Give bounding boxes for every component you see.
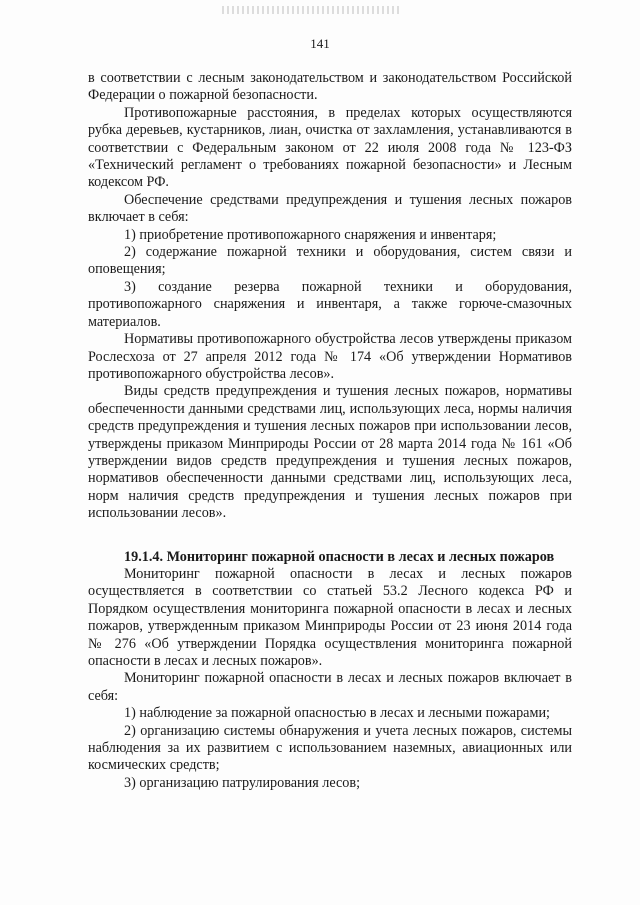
body-paragraph: Нормативы противопожарного обустройства лесов утверждены приказом Рослесхоза от 27 апреля 2012 года № 174 «Об утверждении Нормативов противопожарного обустройства лесов».	[88, 331, 572, 382]
page-content	[88, 70, 572, 792]
body-paragraph: 2) содержание пожарной техники и оборудования, систем связи и оповещения;	[88, 244, 572, 278]
section-heading: 19.1.4. Мониторинг пожарной опасности в лесах и лесных пожаров	[124, 548, 555, 565]
body-paragraph: Мониторинг пожарной опасности в лесах и лесных пожаров осуществляется в соответствии со статьей 53.2 Лесного кодекса РФ и Порядком осуществления мониторинга пожарной опасности в лесах и лесных пожаров, утвержденным приказом Минприроды России от 23 июня 2014 года № 276 «Об утверждении Порядка осуществления мониторинга пожарной опасности в лесах и лесных пожаров».	[88, 565, 572, 669]
body-paragraph: 3) создание резерва пожарной техники и оборудования, противопожарного снаряжения и инвентаря, а также горюче-смазочных материалов.	[88, 278, 572, 330]
body-paragraph: Мониторинг пожарной опасности в лесах и лесных пожаров включает в себя:	[88, 670, 572, 704]
body-paragraph: Виды средств предупреждения и тушения лесных пожаров, нормативы обеспеченности данными средствами лиц, использующих леса, нормы наличия средств предупреждения и тушения лесных пожаров при использовании лесов, утверждены приказом Минприроды России от 28 марта 2014 года № 161 «Об утверждении видов средств предупреждения и тушения лесных пожаров, нормативов обеспеченности данными средствами лиц, использующих леса, норм наличия средств предупреждения и тушения лесных пожаров при использовании лесов».	[88, 383, 572, 522]
body-paragraph: Обеспечение средствами предупреждения и тушения лесных пожаров включает в себя:	[88, 191, 572, 226]
body-paragraph: в соответствии с лесным законодательством и законодательством Российской Федерации о пожарной безопасности.	[88, 70, 572, 104]
body-paragraph: 1) приобретение противопожарного снаряжения и инвентаря;	[124, 226, 497, 243]
body-paragraph: Противопожарные расстояния, в пределах которых осуществляются рубка деревьев, кустарников, лиан, очистка от захламления, устанавливаются в соответствии с Федеральным законом от 22 июля 2008 года № 123-ФЗ «Технический регламент о требованиях пожарной безопасности» и Лесным кодексом РФ.	[88, 104, 572, 191]
body-paragraph: 3) организацию патрулирования лесов;	[124, 774, 361, 791]
scan-artifact	[222, 6, 402, 14]
body-paragraph: 2) организацию системы обнаружения и учета лесных пожаров, системы наблюдения за их развитием с использованием наземных, авиационных или космических средств;	[88, 722, 572, 774]
body-paragraph: 1) наблюдение за пожарной опасностью в лесах и лесными пожарами;	[124, 705, 550, 722]
page-number: 141	[310, 36, 330, 51]
